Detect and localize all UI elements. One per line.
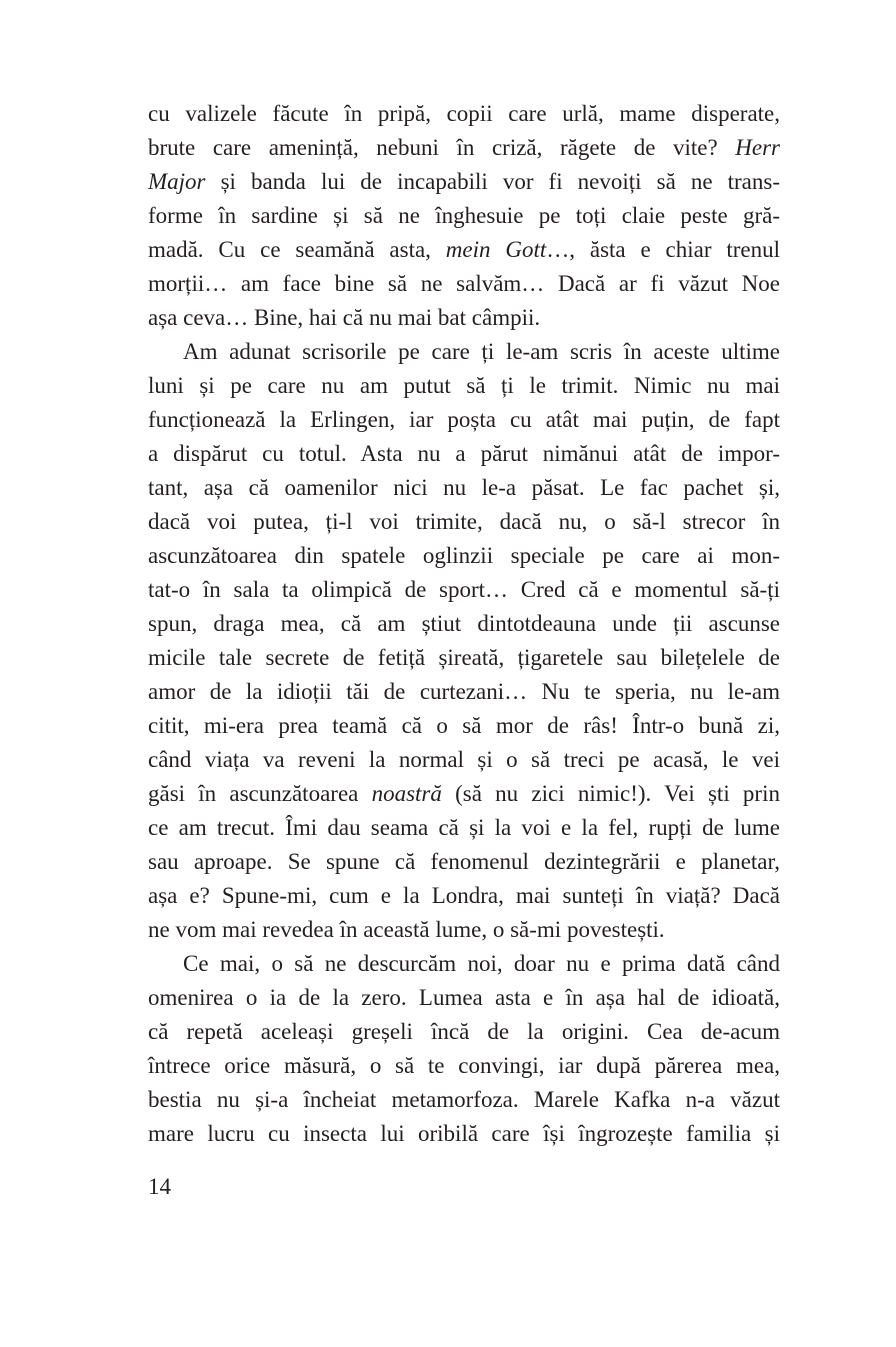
text-line [148,369,780,403]
text-line [148,947,780,981]
text-line [148,777,780,811]
text-segment: bestia nu și-a încheiat metamorfoza. Marele Kafka n-a văzut [148,1087,780,1112]
text-line [148,505,780,539]
page-number: 14 [148,1174,171,1199]
text-segment: Am adunat scrisorile pe care ți le-am scris în aceste ultime [183,339,780,364]
text-line [148,811,780,845]
text-segment: tat-o în sala ta olimpică de sport… Cred că e momentul să-ți [148,577,780,602]
text-segment: și banda lui de incapabili vor fi nevoiți să ne trans- [205,169,780,194]
italic-text: Major [148,169,206,194]
text-segment: forme în sardine și să ne înghesuie pe toți claie peste gră- [148,203,780,228]
text-line [148,1117,780,1151]
text-segment: morții… am face bine să ne salvăm… Dacă ar fi văzut Noe [148,271,780,296]
text-line [148,539,780,573]
text-line [148,403,780,437]
text-segment: omenirea o ia de la zero. Lumea asta e în așa hal de idioată, [148,985,780,1010]
text-segment: madă. Cu ce seamănă asta, [148,237,446,262]
text-segment: când viața va reveni la normal și o să treci pe acasă, le vei [148,747,780,772]
text-segment: dacă voi putea, ți-l voi trimite, dacă nu, o să-l strecor în [148,509,780,534]
text-line [148,607,780,641]
text-line [148,131,780,165]
text-line [148,845,780,879]
page-body-text [148,97,780,1151]
text-segment: spun, draga mea, că am știut dintotdeauna unde ții ascunse [148,611,780,636]
text-line [148,335,780,369]
text-segment: Ce mai, o să ne descurcăm noi, doar nu e prima dată când [183,951,780,976]
text-line [148,879,780,913]
text-segment: micile tale secrete de fetiță șireată, țigaretele sau bilețelele de [148,645,780,670]
italic-text: mein Gott [445,237,547,262]
text-line [148,1083,780,1117]
text-segment: cu valizele făcute în pripă, copii care urlă, mame disperate, [148,101,780,126]
text-line [148,97,780,131]
text-line [148,1049,780,1083]
text-segment: a dispărut cu totul. Asta nu a părut nimănui atât de impor- [148,441,780,466]
text-segment: ne vom mai revedea în această lume, o să-mi povestești. [148,917,665,942]
text-line [148,301,780,335]
text-segment: întrece orice măsură, o să te convingi, iar după părerea mea, [148,1053,780,1078]
text-segment: mare lucru cu insecta lui oribilă care își îngrozește familia și [148,1121,780,1146]
text-line [148,1015,780,1049]
text-line [148,709,780,743]
text-segment: găsi în ascunzătoarea [148,781,372,806]
text-line [148,675,780,709]
italic-text: Herr [735,135,780,160]
text-line [148,233,780,267]
text-line [148,267,780,301]
text-segment: citit, mi-era prea teamă că o să mor de râs! Într-o bună zi, [148,713,780,738]
text-line [148,641,780,675]
text-line [148,573,780,607]
text-segment: (să nu zici nimic!). Vei ști prin [441,781,780,806]
text-segment: ce am trecut. Îmi dau seama că și la voi e la fel, rupți de lume [148,815,780,840]
text-segment: ascunzătoarea din spatele oglinzii speciale pe care ai mon- [148,543,780,568]
text-segment: amor de la idioții tăi de curtezani… Nu te speria, nu le-am [148,679,780,704]
text-line [148,471,780,505]
text-segment: sau aproape. Se spune că fenomenul dezintegrării e planetar, [148,849,780,874]
text-line [148,199,780,233]
text-segment: așa ceva… Bine, hai că nu mai bat câmpii. [148,305,541,330]
text-line [148,437,780,471]
text-segment: brute care amenință, nebuni în criză, răgete de vite? [148,135,736,160]
text-segment: că repetă aceleași greșeli încă de la origini. Cea de-acum [148,1019,780,1044]
text-line [148,743,780,777]
italic-text: noastră [371,781,442,806]
text-segment: tant, așa că oamenilor nici nu le-a păsat. Le fac pachet și, [148,475,780,500]
text-line [148,165,780,199]
text-segment: așa e? Spune-mi, cum e la Londra, mai sunteți în viață? Dacă [148,883,780,908]
text-segment: funcționează la Erlingen, iar poșta cu atât mai puțin, de fapt [148,407,780,432]
text-segment: …, ăsta e chiar trenul [546,237,780,262]
text-line [148,981,780,1015]
text-line [148,913,780,947]
text-segment: luni și pe care nu am putut să ți le trimit. Nimic nu mai [148,373,780,398]
